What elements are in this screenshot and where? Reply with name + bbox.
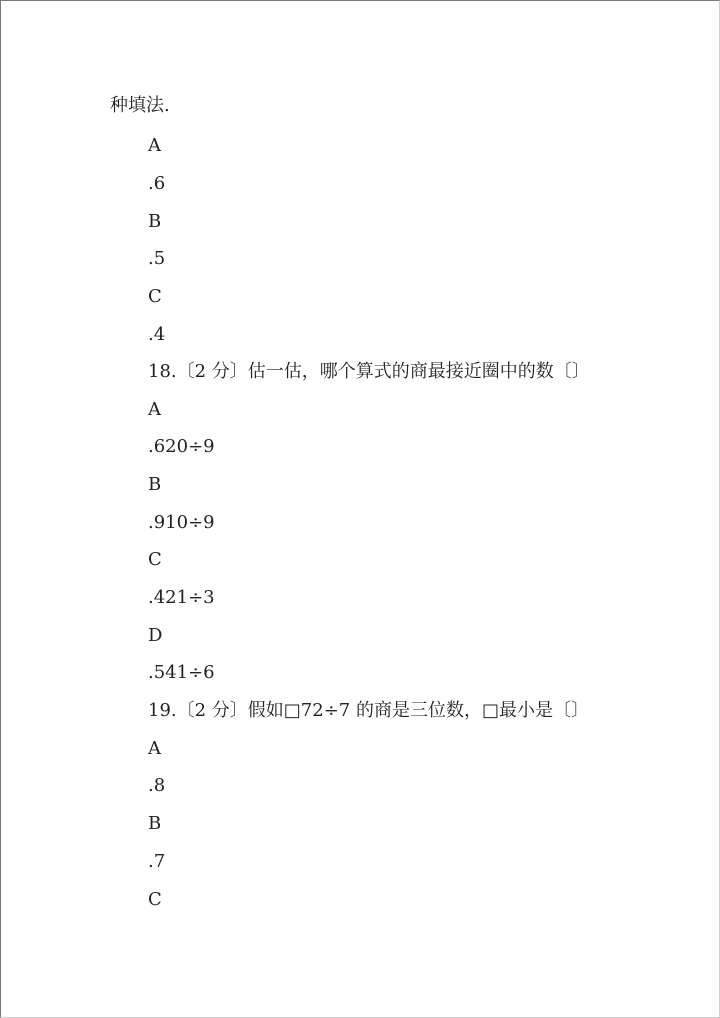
prev-option-c-value: .4 xyxy=(148,324,166,345)
prev-option-c-letter: C xyxy=(148,286,162,307)
q19-option-a-value: .8 xyxy=(148,775,166,796)
q18-option-b-letter: B xyxy=(148,474,162,495)
question-18-text: 18.〔2 分〕估一估，哪个算式的商最接近圈中的数〔〕 xyxy=(148,361,590,382)
q18-option-a-value: .620÷9 xyxy=(148,436,215,457)
prev-question-tail: 种填法. xyxy=(110,95,170,116)
prev-option-a-letter: A xyxy=(148,135,161,156)
prev-option-a-value: .6 xyxy=(148,173,166,194)
q18-option-c-value: .421÷3 xyxy=(148,587,215,608)
q18-option-b-value: .910÷9 xyxy=(148,512,215,533)
q19-option-b-value: .7 xyxy=(148,851,166,872)
prev-option-b-letter: B xyxy=(148,211,162,232)
q19-option-a-letter: A xyxy=(148,738,161,759)
q18-option-d-value: .541÷6 xyxy=(148,662,215,683)
q18-option-d-letter: D xyxy=(148,625,163,646)
q18-option-a-letter: A xyxy=(148,399,161,420)
q19-option-c-letter: C xyxy=(148,889,162,910)
q18-option-c-letter: C xyxy=(148,549,162,570)
prev-option-b-value: .5 xyxy=(148,248,166,269)
q19-option-b-letter: B xyxy=(148,813,162,834)
question-19-text: 19.〔2 分〕假如□72÷7 的商是三位数，□最小是〔〕 xyxy=(148,700,589,721)
